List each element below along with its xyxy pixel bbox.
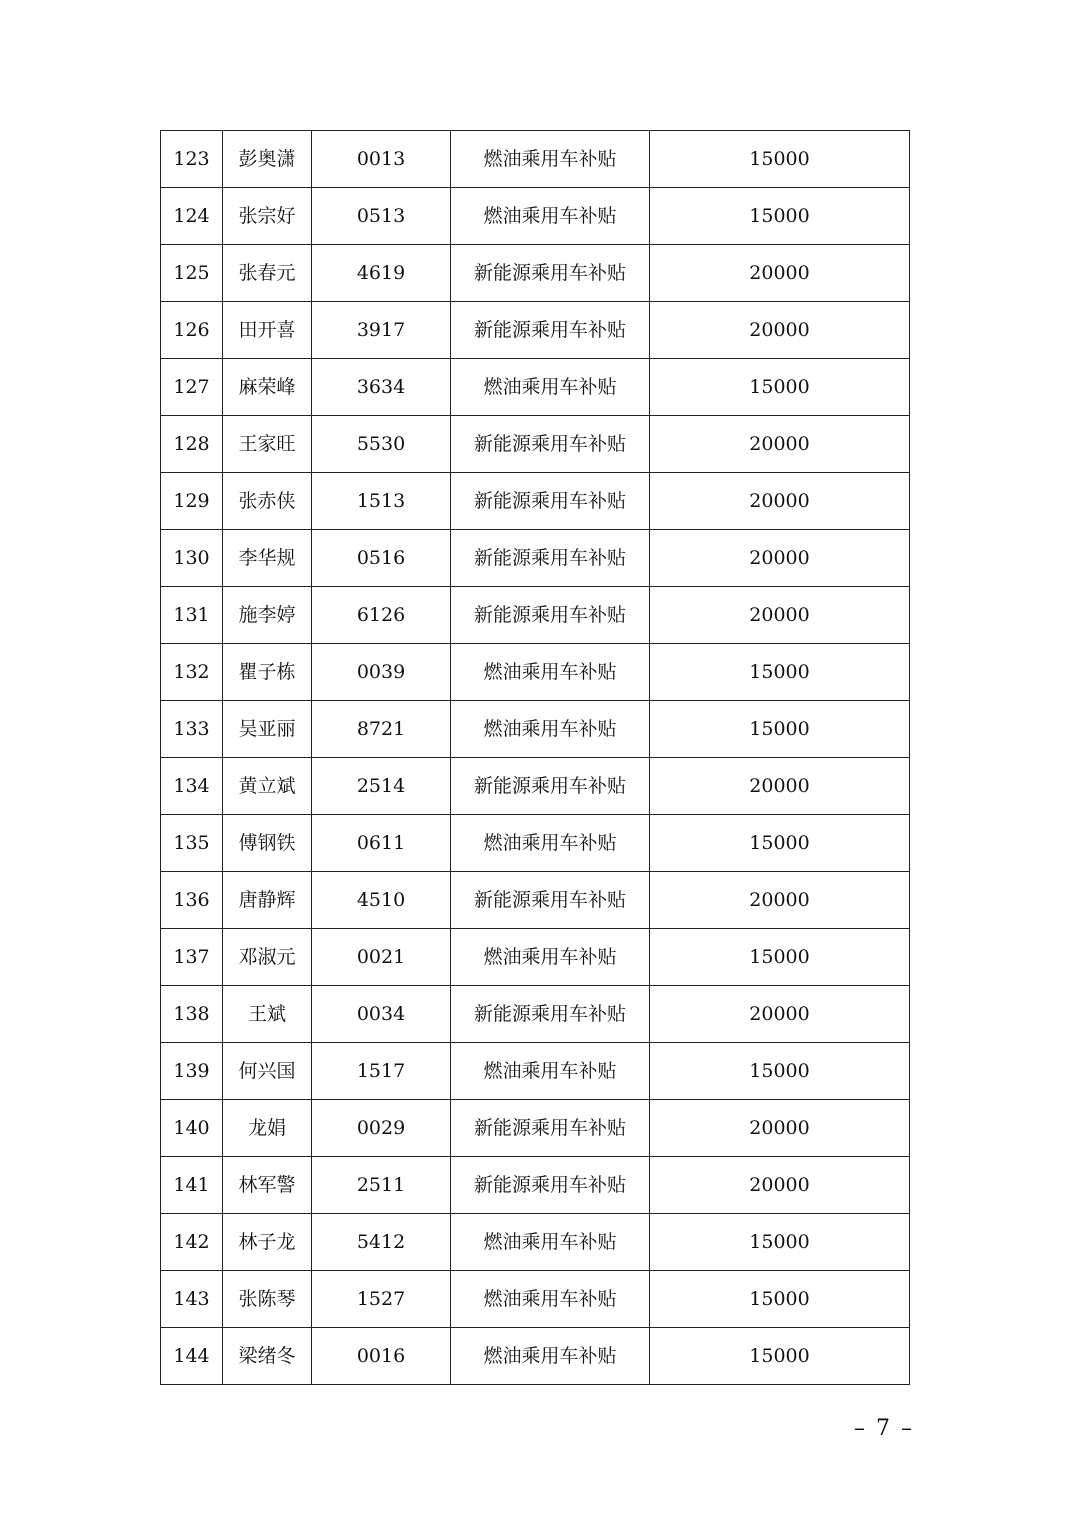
code-cell: 5412	[312, 1214, 451, 1271]
table-row	[161, 758, 910, 815]
amount-cell: 15000	[650, 929, 910, 986]
code-cell: 0513	[312, 188, 451, 245]
subsidy-type-cell: 新能源乘用车补贴	[451, 872, 650, 929]
subsidy-type-cell: 新能源乘用车补贴	[451, 986, 650, 1043]
subsidy-type-cell: 燃油乘用车补贴	[451, 815, 650, 872]
subsidy-type-cell: 燃油乘用车补贴	[451, 929, 650, 986]
amount-cell: 20000	[650, 416, 910, 473]
code-cell: 0611	[312, 815, 451, 872]
row-number-cell: 127	[161, 359, 223, 416]
subsidy-type-cell: 新能源乘用车补贴	[451, 530, 650, 587]
table-row	[161, 1043, 910, 1100]
table-row	[161, 644, 910, 701]
subsidy-type-cell: 燃油乘用车补贴	[451, 1271, 650, 1328]
name-cell: 傅钢铁	[223, 815, 312, 872]
table-row	[161, 1157, 910, 1214]
subsidy-type-cell: 新能源乘用车补贴	[451, 758, 650, 815]
code-cell: 1527	[312, 1271, 451, 1328]
amount-cell: 15000	[650, 1328, 910, 1385]
row-number-cell: 136	[161, 872, 223, 929]
table-row	[161, 929, 910, 986]
row-number-cell: 142	[161, 1214, 223, 1271]
table-row	[161, 872, 910, 929]
amount-cell: 20000	[650, 245, 910, 302]
row-number-cell: 135	[161, 815, 223, 872]
row-number-cell: 130	[161, 530, 223, 587]
name-cell: 吴亚丽	[223, 701, 312, 758]
amount-cell: 15000	[650, 188, 910, 245]
amount-cell: 20000	[650, 1157, 910, 1214]
name-cell: 林子龙	[223, 1214, 312, 1271]
amount-cell: 20000	[650, 473, 910, 530]
table-row	[161, 416, 910, 473]
name-cell: 梁绪冬	[223, 1328, 312, 1385]
page-number: – 7 –	[854, 1416, 914, 1441]
code-cell: 3917	[312, 302, 451, 359]
table-row	[161, 1328, 910, 1385]
row-number-cell: 143	[161, 1271, 223, 1328]
code-cell: 3634	[312, 359, 451, 416]
code-cell: 0013	[312, 131, 451, 188]
code-cell: 1517	[312, 1043, 451, 1100]
table-row	[161, 359, 910, 416]
amount-cell: 20000	[650, 986, 910, 1043]
name-cell: 邓淑元	[223, 929, 312, 986]
name-cell: 张陈琴	[223, 1271, 312, 1328]
subsidy-table	[160, 130, 910, 1385]
subsidy-type-cell: 燃油乘用车补贴	[451, 1043, 650, 1100]
subsidy-type-cell: 新能源乘用车补贴	[451, 473, 650, 530]
table-row	[161, 1271, 910, 1328]
amount-cell: 20000	[650, 302, 910, 359]
code-cell: 8721	[312, 701, 451, 758]
amount-cell: 20000	[650, 1100, 910, 1157]
name-cell: 张春元	[223, 245, 312, 302]
table-row	[161, 815, 910, 872]
code-cell: 6126	[312, 587, 451, 644]
name-cell: 龙娟	[223, 1100, 312, 1157]
code-cell: 0039	[312, 644, 451, 701]
table-row	[161, 1100, 910, 1157]
name-cell: 王家旺	[223, 416, 312, 473]
name-cell: 李华规	[223, 530, 312, 587]
amount-cell: 15000	[650, 359, 910, 416]
subsidy-type-cell: 新能源乘用车补贴	[451, 1157, 650, 1214]
code-cell: 0016	[312, 1328, 451, 1385]
subsidy-type-cell: 新能源乘用车补贴	[451, 245, 650, 302]
row-number-cell: 139	[161, 1043, 223, 1100]
table-row	[161, 1214, 910, 1271]
code-cell: 0029	[312, 1100, 451, 1157]
subsidy-type-cell: 新能源乘用车补贴	[451, 1100, 650, 1157]
subsidy-type-cell: 燃油乘用车补贴	[451, 359, 650, 416]
row-number-cell: 125	[161, 245, 223, 302]
table-row	[161, 530, 910, 587]
row-number-cell: 140	[161, 1100, 223, 1157]
code-cell: 2514	[312, 758, 451, 815]
name-cell: 王斌	[223, 986, 312, 1043]
amount-cell: 15000	[650, 701, 910, 758]
code-cell: 0021	[312, 929, 451, 986]
name-cell: 田开喜	[223, 302, 312, 359]
row-number-cell: 134	[161, 758, 223, 815]
subsidy-type-cell: 燃油乘用车补贴	[451, 188, 650, 245]
subsidy-type-cell: 燃油乘用车补贴	[451, 701, 650, 758]
subsidy-type-cell: 燃油乘用车补贴	[451, 131, 650, 188]
table-row	[161, 302, 910, 359]
code-cell: 0034	[312, 986, 451, 1043]
name-cell: 施李婷	[223, 587, 312, 644]
name-cell: 张赤侠	[223, 473, 312, 530]
subsidy-type-cell: 燃油乘用车补贴	[451, 644, 650, 701]
row-number-cell: 133	[161, 701, 223, 758]
amount-cell: 15000	[650, 1043, 910, 1100]
table-row	[161, 587, 910, 644]
row-number-cell: 123	[161, 131, 223, 188]
amount-cell: 20000	[650, 872, 910, 929]
amount-cell: 15000	[650, 131, 910, 188]
name-cell: 黄立斌	[223, 758, 312, 815]
name-cell: 何兴国	[223, 1043, 312, 1100]
amount-cell: 15000	[650, 644, 910, 701]
amount-cell: 20000	[650, 587, 910, 644]
name-cell: 张宗好	[223, 188, 312, 245]
table-body	[161, 131, 910, 1385]
subsidy-type-cell: 新能源乘用车补贴	[451, 302, 650, 359]
subsidy-type-cell: 新能源乘用车补贴	[451, 587, 650, 644]
name-cell: 彭奥潇	[223, 131, 312, 188]
row-number-cell: 131	[161, 587, 223, 644]
code-cell: 1513	[312, 473, 451, 530]
row-number-cell: 144	[161, 1328, 223, 1385]
code-cell: 2511	[312, 1157, 451, 1214]
row-number-cell: 126	[161, 302, 223, 359]
table-row	[161, 131, 910, 188]
row-number-cell: 138	[161, 986, 223, 1043]
code-cell: 0516	[312, 530, 451, 587]
table-row	[161, 473, 910, 530]
name-cell: 唐静辉	[223, 872, 312, 929]
amount-cell: 20000	[650, 530, 910, 587]
row-number-cell: 128	[161, 416, 223, 473]
row-number-cell: 129	[161, 473, 223, 530]
subsidy-type-cell: 燃油乘用车补贴	[451, 1214, 650, 1271]
table-row	[161, 245, 910, 302]
code-cell: 4619	[312, 245, 451, 302]
row-number-cell: 124	[161, 188, 223, 245]
row-number-cell: 132	[161, 644, 223, 701]
row-number-cell: 137	[161, 929, 223, 986]
code-cell: 5530	[312, 416, 451, 473]
subsidy-type-cell: 燃油乘用车补贴	[451, 1328, 650, 1385]
name-cell: 林军警	[223, 1157, 312, 1214]
amount-cell: 15000	[650, 1214, 910, 1271]
row-number-cell: 141	[161, 1157, 223, 1214]
amount-cell: 15000	[650, 815, 910, 872]
table-row	[161, 986, 910, 1043]
code-cell: 4510	[312, 872, 451, 929]
table-row	[161, 701, 910, 758]
table-row	[161, 188, 910, 245]
name-cell: 瞿子栋	[223, 644, 312, 701]
subsidy-type-cell: 新能源乘用车补贴	[451, 416, 650, 473]
amount-cell: 20000	[650, 758, 910, 815]
amount-cell: 15000	[650, 1271, 910, 1328]
name-cell: 麻荣峰	[223, 359, 312, 416]
